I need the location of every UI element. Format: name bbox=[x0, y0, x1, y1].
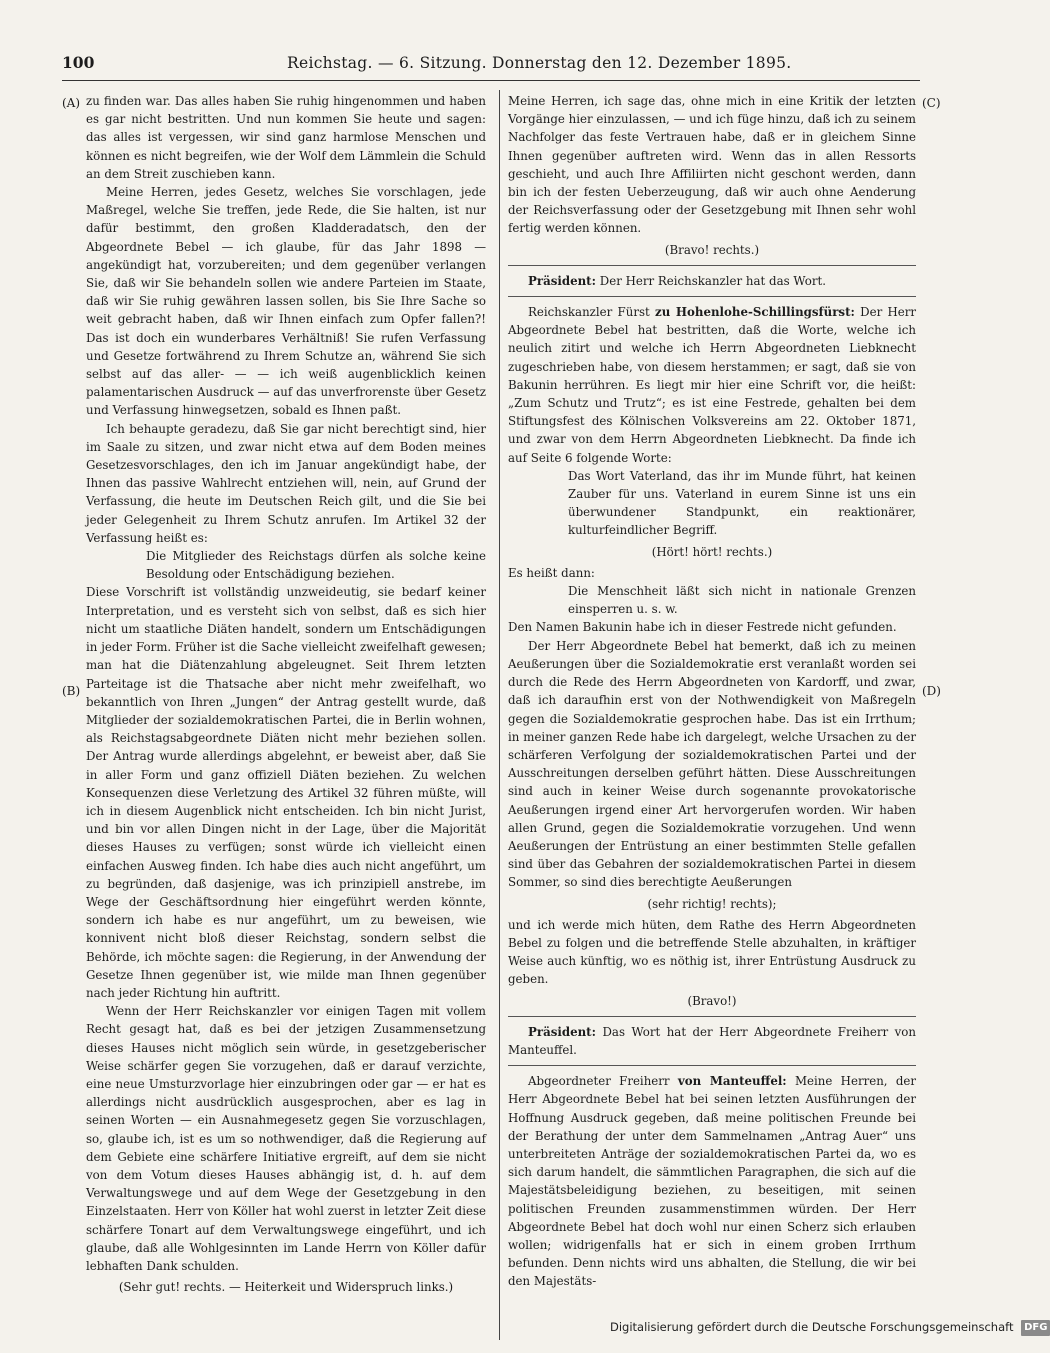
paragraph: Diese Vorschrift ist vollständig unzweideutig, sie bedarf keiner Interpretation, und es versteht sich von selbst, daß es sich hier nicht um staatliche Diäten handelt, sondern um Entschädigungen in jeder Form. Früher ist die Sache vielleicht zweifelhaft gewesen; man hat die Diätenzahlung abgeleugnet. Seit Ihrem letzten Parteitage ist die Thatsache aber nicht mehr zweifelhaft, wo bekanntlich von Ihren „Jungen“ der Antrag gestellt wurde, daß Mitglieder der sozialdemokratischen Partei, die in Berlin wohnen, als Reichstagsabgeordnete Diäten nicht mehr beziehen sollen. Der Antrag wurde allerdings abgelehnt, er beweist aber, daß Sie in aller Form und ganz offiziell Diäten beziehen. Zu welchen Konsequenzen diese Verletzung des Artikel 32 führen müßte, will ich in diesem Augenblick nicht entscheiden. Ich bin nicht Jurist, und bin vor allen Dingen nicht in der Lage, über die Majorität dieses Hauses zu verfügen; sonst würde ich vielleicht einen einfachen Ausweg finden. Ich habe dies auch nicht angeführt, um zu begründen, daß dasjenige, was ich prinzipiell anstrebe, im Wege der Geschäftsordnung hier eingeführt werden könnte, sondern ich habe es nur angeführt, um zu beweisen, wie konnivent nicht bloß dieser Reichstag, sondern selbst die Behörde, ich möchte sagen: die Regierung, in der Anwendung der Gesetze Ihnen gegenüber ist, wie milde man Ihnen gegenüber nach jeder Richtung hin auftritt. bbox=[86, 585, 486, 1000]
speaker-label: Präsident: bbox=[528, 1024, 596, 1039]
block-quote: Die Menschheit läßt sich nicht in nationale Grenzen einsperren u. s. w. bbox=[568, 584, 916, 617]
footer-text: Digitalisierung gefördert durch die Deutsche Forschungsgemeinschaft bbox=[610, 1320, 1014, 1334]
header-rule bbox=[62, 80, 920, 81]
margin-mark-b: (B) bbox=[62, 684, 81, 698]
left-column bbox=[86, 92, 486, 1299]
section-rule bbox=[508, 1016, 916, 1017]
right-column bbox=[508, 92, 916, 1291]
paragraph: Ich behaupte geradezu, daß Sie gar nicht berechtigt sind, hier im Saale zu sitzen, und zwar nicht etwa auf dem Boden meines Gesetzesvorschlages, den ich im Januar angekündigt habe, der Ihnen das passive Wahlrecht entziehen will, nein, auf Grund der Verfassung, die heute im Deutschen Reich gilt, und die Sie bei jeder Gelegenheit zu Ihrem Schutz anrufen. Im Artikel 32 der Verfassung heißt es: bbox=[86, 421, 486, 545]
speaker-paragraph bbox=[508, 1072, 916, 1290]
speaker-text: Der Herr Reichskanzler hat das Wort. bbox=[599, 273, 826, 288]
section-rule bbox=[508, 1065, 916, 1066]
paragraph: Meine Herren, jedes Gesetz, welches Sie vorschlagen, jede Maßregel, welche Sie treffen, jede Rede, die Sie halten, ist nur dafür bestimmt, den großen Kladderadatsch, den der Abgeordnete Bebel — ich glaube, für das Jahr 1898 — angekündigt hat, vorzubereiten; und dem gegenüber verlangen Sie, daß wir Sie behandeln sollen wie andere Parteien im Staate, daß wir Sie ruhig gewähren lassen sollen, bis Sie Ihre Sache so weit gebracht haben, daß wir Ihnen einfach zum Opfer fallen?! Das ist doch ein wunderbares Verhältniß! Sie rufen Verfassung und Gesetze fortwährend zu Ihrem Schutze an, während Sie sich selbst auf das aller- — — ich weiß augenblicklich keinen palamentarischen Ausdruck — auf das unverfrorenste über Gesetz und Verfassung hinwegsetzen, sobald es Ihnen paßt. bbox=[86, 185, 486, 418]
section-rule bbox=[508, 296, 916, 297]
speaker-paragraph bbox=[508, 303, 916, 467]
paragraph: und ich werde mich hüten, dem Rathe des Herrn Abgeordneten Bebel zu folgen und die betreffende Stelle abzuhalten, in kräftiger Weise auch künftig, wo es nöthig ist, ihrer Entrüstung Ausdruck zu geben. bbox=[508, 917, 916, 987]
reaction-note: (Hört! hört! rechts.) bbox=[651, 544, 773, 559]
page-header bbox=[62, 52, 920, 74]
speaker-name: von Manteuffel: bbox=[677, 1074, 787, 1089]
speaker-paragraph bbox=[508, 1023, 916, 1059]
reaction-note: (sehr richtig! rechts); bbox=[647, 896, 777, 911]
running-head: Reichstag. — 6. Sitzung. Donnerstag den 12. Dezember 1895. bbox=[287, 54, 792, 72]
paragraph: Es heißt dann: bbox=[508, 565, 595, 580]
speaker-intro: Abgeordneter Freiherr bbox=[528, 1074, 670, 1089]
section-rule bbox=[508, 265, 916, 266]
digitization-footer bbox=[610, 1316, 1048, 1338]
reaction-note: (Sehr gut! rechts. — Heiterkeit und Widerspruch links.) bbox=[118, 1280, 454, 1295]
block-quote: Das Wort Vaterland, das ihr im Munde führt, hat keinen Zauber für uns. Vaterland in eurem Sinne ist uns ein überwundener Standpunkt, ein reaktionärer, kulturfeindlicher Begriff. bbox=[568, 468, 916, 538]
speaker-name: zu Hohenlohe-Schillingsfürst: bbox=[655, 305, 855, 320]
speaker-text: Meine Herren, der Herr Abgeordnete Bebel hat bei seinen letzten Ausführungen der Hoffnung Ausdruck gegeben, daß meine politischen Freunde bei der Berathung der unter dem Sammelnamen „Antrag Auer“ uns unterbreiteten Anträge der sozialdemokratischen Partei da, wo es sich darum handelt, die sämmtlichen Paragraphen, die sich auf die Majestätsbeleidigung beziehen, zu beseitigen, mit seinen politischen Freunden zusammenstimmen würden. Der Herr Abgeordnete Bebel hat doch wohl nur einen Scherz sich erlauben wollen; widrigenfalls hat er sich in einem groben Irrthum befunden. Denn nichts wird uns abhalten, die Stellung, die wir bei den Majestäts- bbox=[508, 1074, 917, 1289]
speaker-label: Präsident: bbox=[528, 273, 596, 288]
reaction-note: (Bravo! rechts.) bbox=[664, 242, 760, 257]
reaction-note: (Bravo!) bbox=[687, 993, 737, 1008]
dfg-logo-icon: DFG bbox=[1021, 1320, 1050, 1336]
speaker-text: Das Wort hat der Herr Abgeordnete Freiherr von Manteuffel. bbox=[508, 1024, 916, 1057]
column-divider bbox=[499, 90, 500, 1340]
paragraph: Wenn der Herr Reichskanzler vor einigen Tagen mit vollem Recht gesagt hat, daß es bei der jetzigen Zusammensetzung dieses Hauses nicht möglich sein würde, in gesetzgeberischer Weise schärfer gegen Sie vorzugehen, daß er darauf verzichte, eine neue Umsturzvorlage hier einzubringen oder gar — er hat es allerdings nicht ausdrücklich ausgesprochen, aber es lag in seinen Worten — ein Ausnahmegesetz gegen Sie vorzuschlagen, so, glaube ich, ist es um so nothwendiger, daß die Regierung auf dem Gebiete eine schärfere Initiative ergreift, auf dem sie nicht von dem Votum dieses Hauses abhängig ist, d. h. auf dem Verwaltungswege und auf dem Wege der Gesetzgebung in den Einzelstaaten. Herr von Köller hat wohl zuerst in letzter Zeit diese schärfere Tonart auf dem Verwaltungswege eingeführt, und ich glaube, daß alle Wohlgesinnten im Lande Herrn von Köller dafür lebhaften Dank schulden. bbox=[86, 1004, 486, 1273]
block-quote: Die Mitglieder des Reichstags dürfen als solche keine Besoldung oder Entschädigung beziehen. bbox=[146, 549, 486, 582]
speaker-paragraph bbox=[508, 272, 916, 290]
margin-mark-d: (D) bbox=[922, 684, 941, 698]
paragraph: Der Herr Abgeordnete Bebel hat bemerkt, daß ich zu meinen Aeußerungen über die Sozialdemokratie erst veranlaßt worden sei durch die Rede des Herrn Abgeordneten von Kardorff, und zwar, daß ich daraufhin erst von der Nothwendigkeit von Maßregeln gegen die Sozialdemokratie gesprochen habe. Das ist ein Irrthum; in meiner ganzen Rede habe ich dargelegt, welche Ursachen zu der schärferen Verfolgung der sozialdemokratischen Partei und der Ausschreitungen derselben geführt hätten. Diese Ausschreitungen sind auch in keiner Weise durch sogenannte provokatorische Aeußerungen irgend einer Art hervorgerufen worden. Wir haben allen Grund, gegen die Sozialdemokratie vorzugehen. Und wenn Aeußerungen der Entrüstung an einer bestimmten Stelle gefallen sind über das Gebahren der sozialdemokratischen Partei in diesem Sommer, so sind dies berechtigte Aeußerungen bbox=[508, 638, 916, 890]
paragraph: Meine Herren, ich sage das, ohne mich in eine Kritik der letzten Vorgänge hier einzulassen, — und ich füge hinzu, daß ich zu seinem Nachfolger das feste Vertrauen habe, daß er in gleichem Sinne Ihnen gegenüber auftreten wird. Wenn das in allen Ressorts geschieht, und auch Ihre Affiliirten nicht geschont werden, dann bin ich der festen Ueberzeugung, daß wir auch ohne Aenderung der Reichsverfassung oder der Gesetzgebung mit Ihnen sehr wohl fertig werden können. bbox=[508, 94, 916, 236]
page-number: 100 bbox=[62, 53, 95, 72]
speaker-intro: Reichskanzler Fürst bbox=[528, 305, 650, 320]
margin-mark-a: (A) bbox=[62, 96, 81, 110]
margin-mark-c: (C) bbox=[922, 96, 941, 110]
paragraph: Den Namen Bakunin habe ich in dieser Festrede nicht gefunden. bbox=[508, 620, 897, 635]
speaker-text: Der Herr Abgeordnete Bebel hat bestritten, daß die Worte, welche ich neulich zitirt und welche ich Herrn Abgeordneten Liebknecht zugeschrieben habe, von diesem herstammen; er sagt, daß sie von Bakunin herrühren. Es liegt mir hier eine Schrift vor, die heißt: „Zum Schutz und Trutz“; es ist eine Festrede, gehalten bei dem Stiftungsfest des Kölnischen Volksvereins am 22. Oktober 1871, und zwar von dem Herrn Abgeordneten Liebknecht. Da finde ich auf Seite 6 folgende Worte: bbox=[508, 305, 916, 465]
paragraph: zu finden war. Das alles haben Sie ruhig hingenommen und haben es gar nicht bestritten. Und nun kommen Sie heute und sagen: das alles ist vergessen, wir sind ganz harmlose Menschen und können es nicht begreifen, wie der Wolf dem Lämmlein die Schuld an dem Streit zuschieben kann. bbox=[86, 94, 486, 181]
